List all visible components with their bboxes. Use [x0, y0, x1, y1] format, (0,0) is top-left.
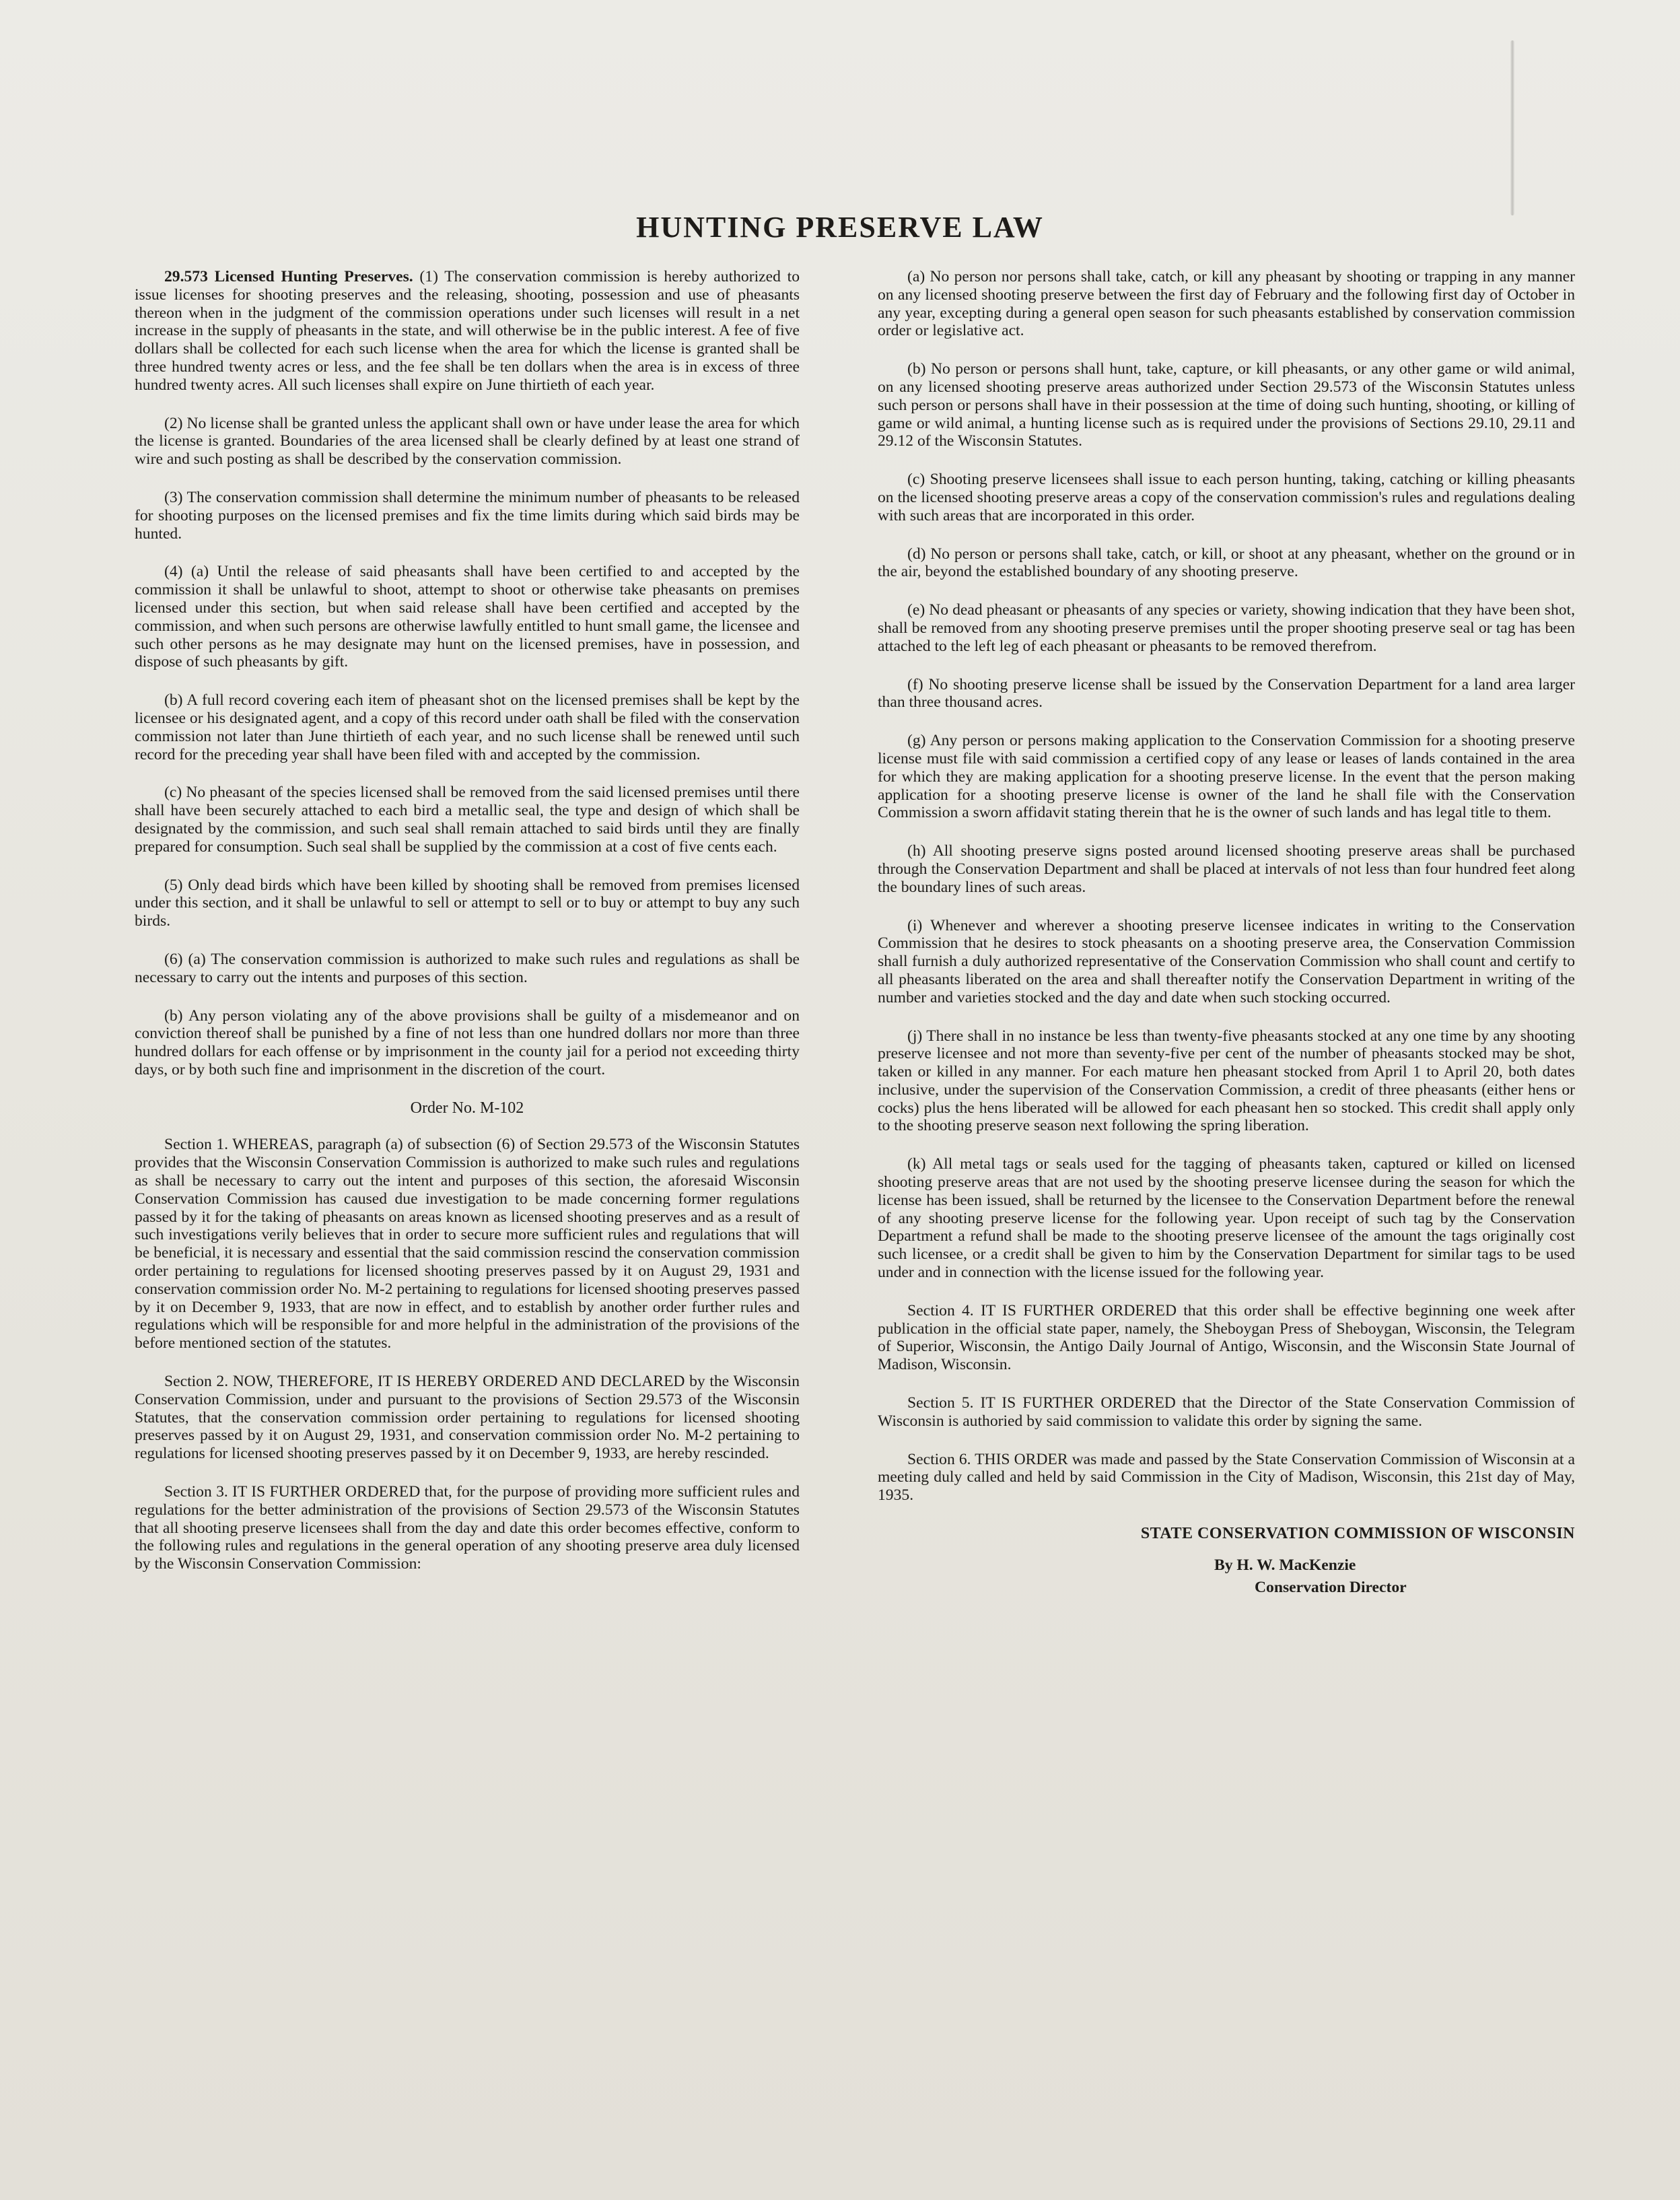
- rule-a: (a) No person nor persons shall take, catch, or kill any pheasant by shooting or trapping in any manner on any licensed shooting preserve between the first day of February and the following first day of October in any year, excepting during a general open season for such pheasants established by conservation commission order or legislative act.: [878, 268, 1575, 340]
- subsection-1-text: (1) The conservation commission is hereby authorized to issue licenses for shooting preserves and the releasing, shooting, possession and use of pheasants thereon when in the judgment of the commission operations under such licenses will result in a net increase in the supply of pheasants in the state, and will otherwise be in the public interest. A fee of five dollars shall be collected for each such license when the area for which the license is granted shall be three hundred twenty acres or less, and the fee shall be ten dollars when the area is in excess of three hundred twenty acres. All such licenses shall expire on June thirtieth of each year.: [135, 268, 800, 394]
- paper-crease: [1510, 40, 1514, 215]
- subsection-4c: (c) No pheasant of the species licensed shall be removed from the said licensed premises until there shall have been securely attached to each bird a metallic seal, the type and design of which shall be designated by the commission, and such seal shall remain attached to said birds until they are finally prepared for consumption. Such seal shall be supplied by the commission at a cost of five cents each.: [135, 784, 800, 856]
- rule-k: (k) All metal tags or seals used for the tagging of pheasants taken, captured or killed on licensed shooting preserve areas that are not used by the shooting preserve licensee during the season for which the license has been issued, shall be returned by the licensee to the Conservation Department before the renewal of any shooting preserve license for the following year. Upon receipt of such tag by the Conservation Department a refund shall be made to the shooting preserve licensee of the amount the tags originally cost such licensee, or a credit shall be given to him by the Conservation Department for similar tags to be used under and in connection with the license issued for the following year.: [878, 1155, 1575, 1282]
- document-title: HUNTING PRESERVE LAW: [636, 211, 1044, 244]
- order-section-3: Section 3. IT IS FURTHER ORDERED that, for the purpose of providing more sufficient rules and regulations for the better administration of the provisions of Section 29.573 of the Wisconsin Statutes that all shooting preserve licensees shall from the day and date this order becomes effective, conform to the following rules and regulations in the general operation of any shooting preserve area duly licensed by the Wisconsin Conservation Commission:: [135, 1483, 800, 1573]
- section-heading: 29.573 Licensed Hunting Preserves.: [164, 268, 413, 285]
- order-section-1: Section 1. WHEREAS, paragraph (a) of subsection (6) of Section 29.573 of the Wisconsin Statutes provides that the Wisconsin Conservation Commission is authorized to make such rules and regulations as shall be necessary to carry out the intent and purposes of this section, the aforesaid Wisconsin Conservation Commission has caused due investigation to be made concerning former regulations passed by it for the taking of pheasants on areas known as licensed shooting preserves and as a result of such investigations verily believes that in order to secure more sufficient rules and regulations that will be beneficial, it is necessary and essential that the said commission rescind the conservation commission order pertaining to regulations for licensed shooting preserves passed by it on August 29, 1931 and conservation commission order No. M-2 pertaining to regulations for licensed shooting preserves passed by it on December 9, 1933, that are now in effect, and to establish by another order further rules and regulations which will be responsible for and more helpful in the administration of the provisions of the before mentioned section of the statutes.: [135, 1136, 800, 1352]
- signature-block: [878, 1525, 1575, 1596]
- subsection-5: (5) Only dead birds which have been killed by shooting shall be removed from premises licensed under this section, and it shall be unlawful to sell or attempt to sell or to buy or attempt to buy any such birds.: [135, 876, 800, 930]
- rule-h: (h) All shooting preserve signs posted around licensed shooting preserve areas shall be purchased through the Conservation Department and shall be placed at intervals of not less than four hundred feet along the boundary lines of such areas.: [878, 842, 1575, 896]
- rule-c: (c) Shooting preserve licensees shall issue to each person hunting, taking, catching or killing pheasants on the licensed shooting preserve areas a copy of the conservation commission's rules and regulations dealing with such areas that are incorporated in this order.: [878, 471, 1575, 524]
- order-section-4: Section 4. IT IS FURTHER ORDERED that this order shall be effective beginning one week after publication in the official state paper, namely, the Sheboygan Press of Sheboygan, Wisconsin, the Telegram of Superior, Wisconsin, the Antigo Daily Journal of Antigo, Wisconsin, and the Wisconsin State Journal of Madison, Wisconsin.: [878, 1301, 1575, 1374]
- rule-b: (b) No person or persons shall hunt, take, capture, or kill pheasants, or any other game or wild animal, on any licensed shooting preserve areas authorized under Section 29.573 of the Wisconsin Statutes unless such person or persons shall have in their possession at the time of doing such hunting, shooting, or killing of game or wild animal, a hunting license such as is required under the provisions of Sections 29.10, 29.11 and 29.12 of the Wisconsin Statutes.: [878, 360, 1575, 450]
- subsection-3: (3) The conservation commission shall determine the minimum number of pheasants to be released for shooting purposes on the licensed premises and fix the time limits during which said birds may be hunted.: [135, 488, 800, 543]
- subsection-1: [135, 268, 800, 394]
- signature-name: By H. W. MacKenzie: [1214, 1556, 1356, 1574]
- signature-title: Conservation Director: [1255, 1578, 1407, 1596]
- right-column: [878, 268, 1575, 1596]
- subsection-4b: (b) A full record covering each item of pheasant shot on the licensed premises shall be kept by the licensee or his designated agent, and a copy of this record under oath shall be filed with the conservation commission not later than June thirtieth of each year, and no such license shall be renewed until such record for the preceding year shall have been filed with and accepted by the commission.: [135, 691, 800, 763]
- rule-i: (i) Whenever and wherever a shooting preserve licensee indicates in writing to the Conservation Commission that he desires to stock pheasants on a shooting preserve area, the Conservation Commission shall furnish a duly authorized representative of the Conservation Commission who shall count and certify to all pheasants liberated on the area and shall thereafter notify the Conservation Department in writing of the number and varieties stocked and the day and date when such stocking occurred.: [878, 916, 1575, 1006]
- order-section-6: Section 6. THIS ORDER was made and passed by the State Conservation Commission of Wisconsin at a meeting duly called and held by said Commission in the City of Madison, Wisconsin, this 21st day of May, 1935.: [878, 1450, 1575, 1505]
- rule-j: (j) There shall in no instance be less than twenty-five pheasants stocked at any one time by any shooting preserve licensee and not more than seventy-five per cent of the number of pheasants stocked may be shot, taken or killed in any manner. For each mature hen pheasant stocked from April 1 to April 20, both dates inclusive, under the supervision of the Conservation Commission, a credit of three pheasants (either hens or cocks) plus the hens liberated will be allowed for each pheasant hen so stocked. This credit shall apply only to the shooting preserve season next following the spring liberation.: [878, 1027, 1575, 1135]
- order-section-2: Section 2. NOW, THEREFORE, IT IS HEREBY ORDERED AND DECLARED by the Wisconsin Conservation Commission, under and pursuant to the provisions of Section 29.573 of the Wisconsin Statutes, that the conservation commission order pertaining to regulations for licensed shooting preserves passed by it on August 29, 1931, and conservation commission order No. M-2 pertaining to regulations for licensed shooting preserves passed by it on December 9, 1933, are hereby rescinded.: [135, 1373, 800, 1463]
- subsection-6a: (6) (a) The conservation commission is authorized to make such rules and regulations as shall be necessary to carry out the intents and purposes of this section.: [135, 950, 800, 986]
- rule-g: (g) Any person or persons making application to the Conservation Commission for a shooting preserve license must file with said commission a certified copy of any lease or leases of lands contained in the area for which they are making application for a shooting preserve license. In the event that the person making application for a shooting preserve license is owner of the land he shall file with the Conservation Commission a sworn affidavit stating therein that he is the owner of such lands and has legal title to them.: [878, 732, 1575, 822]
- rule-e: (e) No dead pheasant or pheasants of any species or variety, showing indication that they have been shot, shall be removed from any shooting preserve premises until the proper shooting preserve seal or tag has been attached to the left leg of each pheasant or pheasants to be removed therefrom.: [878, 601, 1575, 655]
- rule-f: (f) No shooting preserve license shall be issued by the Conservation Department for a land area larger than three thousand acres.: [878, 675, 1575, 712]
- signature-organization: STATE CONSERVATION COMMISSION OF WISCONSIN: [1140, 1525, 1575, 1543]
- subsection-6b: (b) Any person violating any of the above provisions shall be guilty of a misdemeanor and on conviction thereof shall be punished by a fine of not less than one hundred dollars nor more than three hundred dollars for each offense or by imprisonment in the county jail for a period not exceeding thirty days, or by both such fine and imprisonment in the discretion of the court.: [135, 1006, 800, 1078]
- left-column: [135, 268, 800, 1593]
- subsection-2: (2) No license shall be granted unless the applicant shall own or have under lease the area for which the license is granted. Boundaries of the area licensed shall be clearly defined by at least one strand of wire and such posting as shall be described by the conservation commission.: [135, 414, 800, 469]
- order-number: Order No. M-102: [410, 1099, 524, 1117]
- order-section-5: Section 5. IT IS FURTHER ORDERED that the Director of the State Conservation Commission of Wisconsin is authoried by said commission to validate this order by signing the same.: [878, 1394, 1575, 1430]
- rule-d: (d) No person or persons shall take, catch, or kill, or shoot at any pheasant, whether on the ground or in the air, beyond the established boundary of any shooting preserve.: [878, 545, 1575, 581]
- subsection-4a: (4) (a) Until the release of said pheasants shall have been certified to and accepted by the commission it shall be unlawful to shoot, attempt to shoot or otherwise take pheasants on premises licensed under this section, but when said release shall have been certified and accepted by the commission, and when such persons are otherwise lawfully entitled to hunt small game, the licensee and such other persons as he may designate may hunt on the licensed premises, have in possession, and dispose of such pheasants by gift.: [135, 563, 800, 671]
